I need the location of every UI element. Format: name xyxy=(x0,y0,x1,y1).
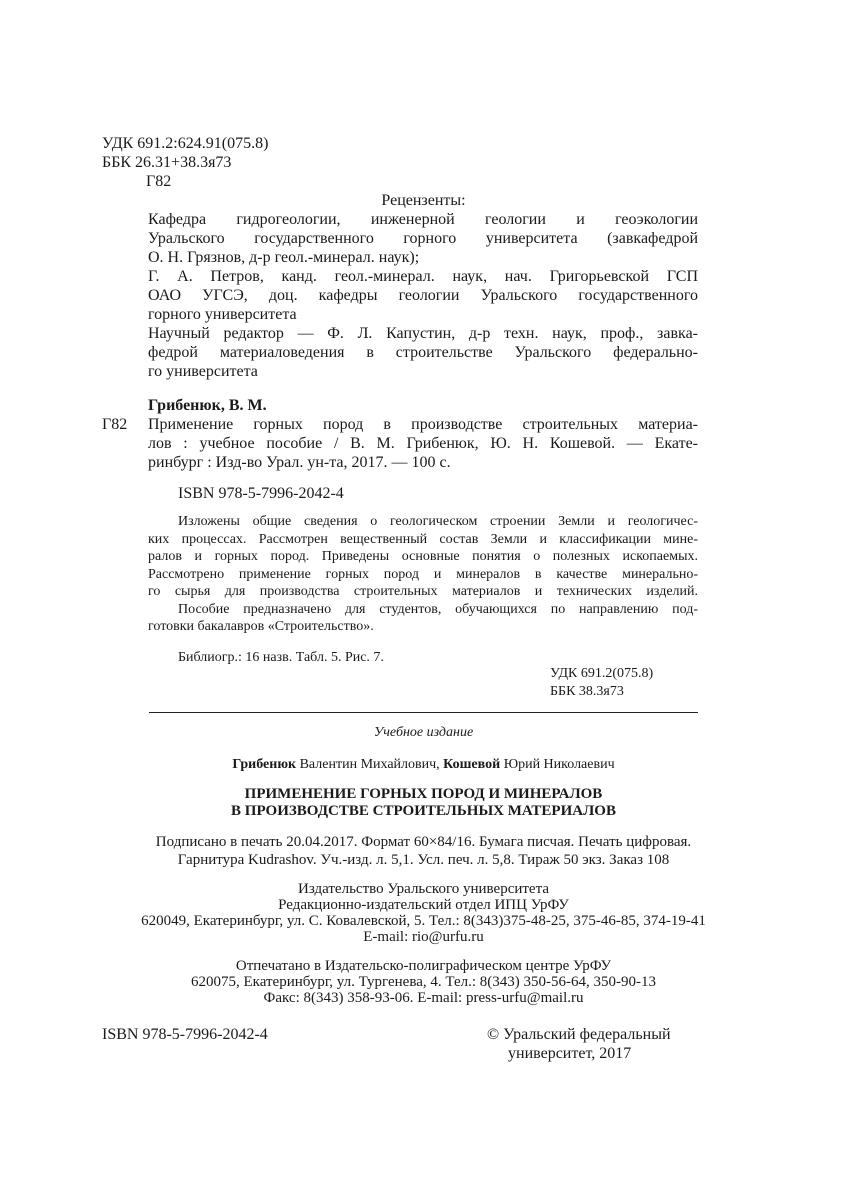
author1-surname: Грибенюк xyxy=(232,757,297,772)
editor-line: Научный редактор — Ф. Л. Капустин, д-р техн. наук, проф., завка- xyxy=(148,325,698,342)
bbk-code: ББК 26.31+38.3я73 xyxy=(102,154,232,171)
abstract-line: ких процессах. Рассмотрен вещественный состав Земли и классификации мине- xyxy=(148,531,698,547)
abstract-udk: УДК 691.2(075.8) xyxy=(550,666,654,681)
reviewer-line: О. Н. Грязнов, д-р геол.-минерал. наук); xyxy=(148,249,420,266)
reviewers-block xyxy=(148,210,698,381)
publisher-email: E-mail: rio@urfu.ru xyxy=(363,929,484,945)
bib-mark: Г82 xyxy=(102,416,128,433)
bib-isbn: ISBN 978-5-7996-2042-4 xyxy=(178,485,344,502)
reviewer-line: ОАО УГСЭ, доц. кафедры геологии Уральского государственного xyxy=(148,287,698,304)
abstract-bbk: ББК 38.3я73 xyxy=(550,684,624,699)
abstract-line: Рассмотрено применение горных пород и минералов в качестве минерально- xyxy=(148,566,698,582)
bib-line: Применение горных пород в производстве строительных материа- xyxy=(148,416,698,433)
editor-line: федрой материаловедения в строительстве Уральского федерально- xyxy=(148,344,698,361)
reviewers-title: Рецензенты: xyxy=(381,192,466,209)
abstract-line: Изложены общие сведения о геологическом строении Земли и геологичес- xyxy=(178,514,698,529)
abstract xyxy=(148,513,698,636)
abstract-line: ралов и горных пород. Приведены основные понятия о полезных ископаемых. xyxy=(148,549,698,564)
print-info-line2: Гарнитура Kudrashov. Уч.-изд. л. 5,1. Усл. печ. л. 5,8. Тираж 50 экз. Заказ 108 xyxy=(177,852,670,868)
abstract-line: готовки бакалавров «Строительство». xyxy=(148,619,374,634)
print-info-line1: Подписано в печать 20.04.2017. Формат 60×84/16. Бумага писчая. Печать цифровая. xyxy=(155,834,692,850)
book-title-line1: ПРИМЕНЕНИЕ ГОРНЫХ ПОРОД И МИНЕРАЛОВ xyxy=(244,786,603,802)
printer-name: Отпечатано в Издательско-полиграфическом центре УрФУ xyxy=(235,958,612,974)
footer-isbn: ISBN 978-5-7996-2042-4 xyxy=(102,1026,268,1043)
printer-contacts: Факс: 8(343) 358-93-06. E-mail: press-urfu@mail.ru xyxy=(263,990,584,1006)
edition-type: Учебное издание xyxy=(373,725,474,740)
publisher-name: Издательство Уральского университета xyxy=(297,881,549,897)
reviewer-line: горного университета xyxy=(148,306,297,323)
bib-line: ринбург : Изд-во Урал. ун-та, 2017. — 100 с. xyxy=(148,454,451,471)
author2-name: Юрий Николаевич xyxy=(500,757,615,772)
publisher-address: 620049, Екатеринбург, ул. С. Ковалевской, 5. Тел.: 8(343)375-48-25, 375-46-85, 374-19-41 xyxy=(141,913,706,929)
author1-name: Валентин Михайлович, xyxy=(296,757,444,772)
bib-line: лов : учебное пособие / В. М. Грибенюк, Ю. Н. Кошевой. — Екате- xyxy=(148,435,698,452)
reviewer-line: Уральского государственного горного университета (завкафедрой xyxy=(148,230,698,247)
reviewer-line: Кафедра гидрогеологии, инженерной геологии и геоэкологии xyxy=(148,211,698,228)
abstract-line: го сырья для производства строительных материалов и технических изделий. xyxy=(148,584,698,599)
copyright-line1: © Уральский федеральный xyxy=(487,1026,671,1043)
author2-surname: Кошевой xyxy=(443,757,501,772)
bib-author: Грибенюк, В. М. xyxy=(148,397,267,414)
editor-line: го университета xyxy=(148,363,258,380)
divider-rule xyxy=(149,712,698,713)
udk-code: УДК 691.2:624.91(075.8) xyxy=(102,135,269,152)
publisher-dept: Редакционно-издательский отдел ИПЦ УрФУ xyxy=(278,897,569,913)
authors-full xyxy=(149,756,698,774)
book-title-line2: В ПРОИЗВОДСТВЕ СТРОИТЕЛЬНЫХ МАТЕРИАЛОВ xyxy=(231,803,616,819)
reviewer-line: Г. А. Петров, канд. геол.-минерал. наук, нач. Григорьевской ГСП xyxy=(148,268,698,285)
biblio-stats: Библиогр.: 16 назв. Табл. 5. Рис. 7. xyxy=(178,650,384,665)
bib-description xyxy=(148,415,698,472)
copyright-line2: университет, 2017 xyxy=(508,1045,632,1062)
author-mark: Г82 xyxy=(146,173,172,190)
printer-address: 620075, Екатеринбург, ул. Тургенева, 4. Тел.: 8(343) 350-56-64, 350-90-13 xyxy=(191,974,656,990)
abstract-line: Пособие предназначено для студентов, обучающихся по направлению под- xyxy=(178,601,698,617)
